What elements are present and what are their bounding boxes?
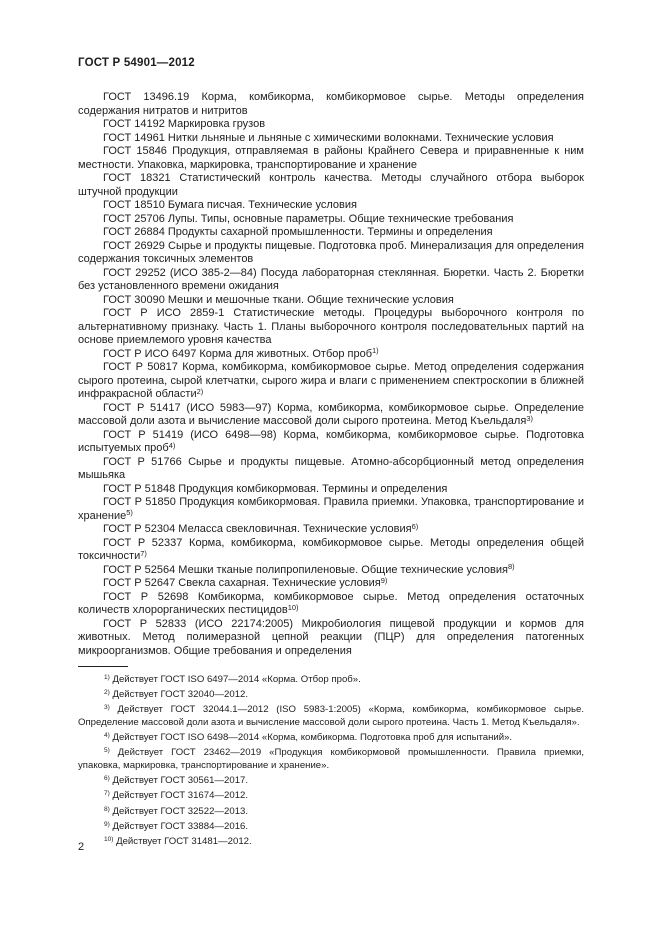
footnote-item xyxy=(78,689,584,702)
reference-text: ГОСТ 25706 Лупы. Типы, основные параметры. Общие технические требования xyxy=(103,212,514,225)
footnote-item xyxy=(78,821,584,834)
footnote-marker: 1) xyxy=(372,346,379,356)
footnote-item xyxy=(78,790,584,803)
reference-text: ГОСТ Р 52337 Корма, комбикорма, комбикормовое сырье. Методы определения общей токсичности xyxy=(78,536,584,562)
reference-text: ГОСТ Р 51850 Продукция комбикормовая. Правила приемки. Упаковка, транспортирование и хранение xyxy=(78,496,584,522)
reference-text: ГОСТ 15846 Продукция, отправляемая в районы Крайнего Севера и приравненные к ним местности. Упаковка, маркировка, транспортирование и хранение xyxy=(78,145,584,171)
footnote-number: 5) xyxy=(104,747,110,755)
reference-text: ГОСТ 30090 Мешки и мешочные ткани. Общие технические условия xyxy=(103,293,454,306)
reference-text: ГОСТ 26884 Продукты сахарной промышленности. Термины и определения xyxy=(103,226,493,238)
reference-item xyxy=(78,577,584,591)
footnote-item xyxy=(78,732,584,745)
footnote-number: 9) xyxy=(104,820,110,828)
reference-item xyxy=(78,429,584,456)
reference-item xyxy=(78,294,584,308)
reference-item xyxy=(78,618,584,659)
reference-text: ГОСТ Р 52647 Свекла сахарная. Технические условия xyxy=(103,577,381,589)
footnote-text: Действует ГОСТ 32040—2012. xyxy=(112,689,249,701)
footnote-separator xyxy=(78,666,128,667)
footnote-text: Действует ГОСТ 31674—2012. xyxy=(112,790,249,802)
reference-item xyxy=(78,523,584,537)
footnote-marker: 9) xyxy=(380,575,388,585)
reference-item xyxy=(78,456,584,483)
references-list xyxy=(78,91,584,658)
reference-item xyxy=(78,483,584,497)
footnote-item xyxy=(78,775,584,788)
footnotes-list xyxy=(78,674,584,851)
reference-item xyxy=(78,240,584,267)
page-number: 2 xyxy=(78,841,85,853)
reference-text: ГОСТ 13496.19 Корма, комбикорма, комбикормовое сырье. Методы определения содержания нитратов и нитритов xyxy=(78,91,584,117)
footnote-item xyxy=(78,674,584,687)
footnote-marker: 7) xyxy=(140,548,147,558)
reference-text: ГОСТ 26929 Сырье и продукты пищевые. Подготовка проб. Минерализация для определения содержания токсичных элементов xyxy=(78,239,584,265)
footnote-marker: 10) xyxy=(287,602,299,612)
footnote-item xyxy=(78,704,584,729)
reference-text: ГОСТ Р 51766 Сырье и продукты пищевые. Атомно-абсорбционный метод определения мышьяка xyxy=(78,455,584,481)
footnote-marker: 6) xyxy=(411,521,419,531)
reference-text: ГОСТ Р 51848 Продукция комбикормовая. Термины и определения xyxy=(103,482,448,495)
reference-text: ГОСТ 14961 Нитки льняные и льняные с химическими волокнами. Технические условия xyxy=(103,131,554,144)
reference-item xyxy=(78,496,584,523)
footnote-marker: 2) xyxy=(196,386,204,396)
reference-text: ГОСТ Р 51419 (ИСО 6498—98) Корма, комбикорма, комбикормовое сырье. Подготовка испытуемых проб xyxy=(78,428,584,454)
footnote-number: 1) xyxy=(104,674,110,682)
reference-item xyxy=(78,591,584,618)
reference-text: ГОСТ Р 52304 Меласса свекловичная. Технические условия xyxy=(103,523,412,535)
reference-text: ГОСТ 14192 Маркировка грузов xyxy=(103,118,266,130)
footnote-item xyxy=(78,836,584,849)
reference-item xyxy=(78,118,584,132)
footnote-text: Действует ГОСТ ISO 6497—2014 «Корма. Отбор проб». xyxy=(112,674,361,685)
footnote-item xyxy=(78,806,584,819)
footnote-marker: 3) xyxy=(526,413,533,423)
footnote-marker: 8) xyxy=(508,562,515,572)
reference-item xyxy=(78,564,584,578)
reference-text: ГОСТ 18321 Статистический контроль качества. Методы случайного отбора выборок штучной продукции xyxy=(78,172,584,198)
footnote-number: 2) xyxy=(104,689,110,697)
footnote-number: 8) xyxy=(104,805,110,813)
footnote-item xyxy=(78,747,584,772)
reference-text: ГОСТ Р 52564 Мешки тканые полипропиленовые. Общие технические условия xyxy=(103,563,508,576)
footnote-number: 3) xyxy=(104,704,110,712)
reference-item xyxy=(78,361,584,402)
footnote-text: Действует ГОСТ 32522—2013. xyxy=(112,805,249,817)
footnote-text: Действует ГОСТ 23462—2019 «Продукция комбикормовой промышленности. Правила приемки, упаковка, маркировка, транспортирование и хранение». xyxy=(78,747,584,771)
footnote-marker: 5) xyxy=(126,508,133,518)
reference-item xyxy=(78,132,584,146)
standard-number-header: ГОСТ Р 54901—2012 xyxy=(78,57,195,69)
reference-item xyxy=(78,226,584,240)
reference-text: ГОСТ Р 52833 (ИСО 22174:2005) Микробиология пищевой продукции и кормов для животных. Метод полимеразной цепной реакции (ПЦР) для определения патогенных микроорганизмов. Общие требования и определения xyxy=(78,617,584,657)
reference-item xyxy=(78,145,584,172)
reference-item xyxy=(78,199,584,213)
footnote-text: Действует ГОСТ 33884—2016. xyxy=(112,820,249,832)
reference-text: ГОСТ Р ИСО 6497 Корма для животных. Отбор проб xyxy=(103,347,373,360)
reference-text: ГОСТ 18510 Бумага писчая. Технические условия xyxy=(103,199,357,211)
reference-text: ГОСТ Р 50817 Корма, комбикорма, комбикормовое сырье. Метод определения содержания сырого протеина, сырой клетчатки, сырого жира и влаги с применением спектроскопии в ближней инфракрасной области xyxy=(78,361,584,400)
footnote-text: Действует ГОСТ 30561—2017. xyxy=(112,775,249,787)
footnote-text: Действует ГОСТ 31481—2012. xyxy=(116,835,252,847)
reference-item xyxy=(78,402,584,429)
reference-text: ГОСТ Р 52698 Комбикорма, комбикормовое сырье. Метод определения остаточных количеств хлорорганических пестицидов xyxy=(78,590,584,616)
footnote-text: Действует ГОСТ 32044.1—2012 (ISO 5983-1:2005) «Корма, комбикорма, комбикормовое сырье. Определение массовой доли азота и вычисление массовой доли сырого протеина. Часть 1. Метод Къельдаля». xyxy=(78,704,584,728)
reference-item xyxy=(78,348,584,362)
reference-text: ГОСТ Р ИСО 2859-1 Статистические методы. Процедуры выборочного контроля по альтернативному признаку. Часть 1. Планы выборочного контроля последовательных партий на основе приемлемого уровня качества xyxy=(78,307,584,346)
reference-item xyxy=(78,307,584,348)
footnote-number: 7) xyxy=(104,790,110,798)
reference-item xyxy=(78,537,584,564)
reference-item xyxy=(78,172,584,199)
reference-text: ГОСТ 29252 (ИСО 385-2—84) Посуда лабораторная стеклянная. Бюретки. Часть 2. Бюретки без установленного времени ожидания xyxy=(78,266,584,292)
reference-item xyxy=(78,213,584,227)
reference-item xyxy=(78,267,584,294)
reference-text: ГОСТ Р 51417 (ИСО 5983—97) Корма, комбикорма, комбикормовое сырье. Определение массовой доли азота и вычисление массовой доли сырого протеина. Метод Къельдаля xyxy=(78,401,584,427)
footnote-number: 10) xyxy=(104,835,114,843)
footnote-marker: 4) xyxy=(168,440,176,450)
footnote-text: Действует ГОСТ ISO 6498—2014 «Корма, комбикорма. Подготовка проб для испытаний». xyxy=(112,732,513,744)
footnote-number: 4) xyxy=(104,732,110,740)
footnote-number: 6) xyxy=(104,775,110,783)
reference-item xyxy=(78,91,584,118)
